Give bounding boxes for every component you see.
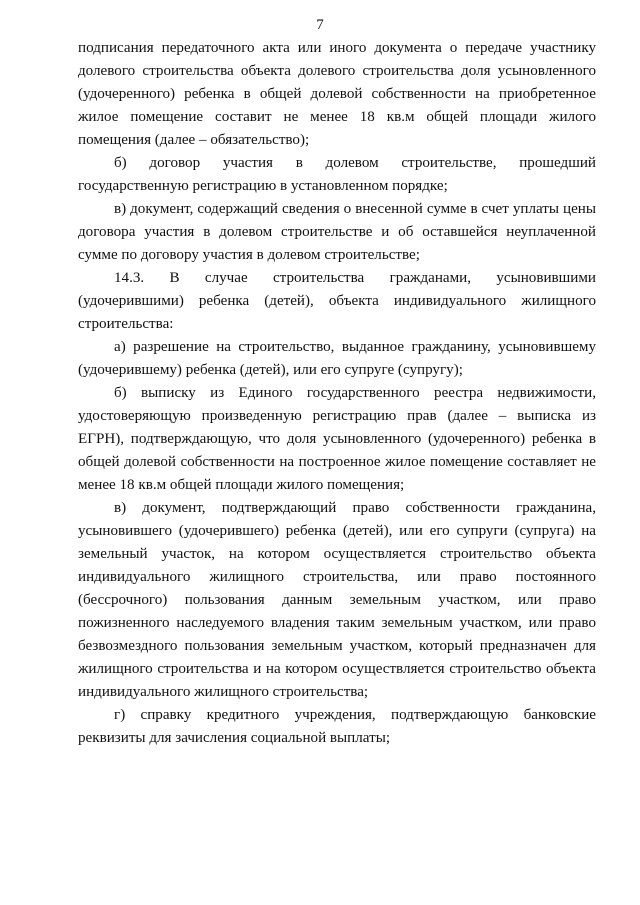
paragraph-v-payment-document: в) документ, содержащий сведения о внесенной сумме в счет уплаты цены договора участия в долевом строительстве и об оставшейся неуплаченной сумме по договору участия в долевом строительстве;	[78, 201, 596, 263]
paragraph-continuation: подписания передаточного акта или иного документа о передаче участнику долевого строительства объекта долевого строительства доля усыновленного (удочеренного) ребенка в общей долевой собственности на приобретенное жилое помещение составит не менее 18 кв.м общей площади жилого помещения (далее – обязательство);	[78, 40, 596, 148]
paragraph-14-3: 14.3. В случае строительства гражданами, усыновившими (удочерившими) ребенка (детей), объекта индивидуального жилищного строительства:	[78, 270, 596, 332]
page-number: 7	[316, 17, 324, 33]
paragraph-b-contract: б) договор участия в долевом строительстве, прошедший государственную регистрацию в установленном порядке;	[78, 155, 596, 194]
paragraph-b-egrn-extract: б) выписку из Единого государственного реестра недвижимости, удостоверяющую произведенную регистрацию прав (далее – выписка из ЕГРН), подтверждающую, что доля усыновленного (удочеренного) ребенка в общей долевой собственности на построенное жилое помещение составляет не менее 18 кв.м общей площади жилого помещения;	[78, 385, 596, 493]
document-body	[78, 37, 596, 750]
paragraph-a-permit: а) разрешение на строительство, выданное гражданину, усыновившему (удочерившему) ребенка (детей), или его супруге (супругу);	[78, 339, 596, 378]
paragraph-v-land-rights: в) документ, подтверждающий право собственности гражданина, усыновившего (удочерившего) ребенка (детей), или его супруги (супруга) на земельный участок, на котором осуществляется строительство объекта индивидуального жилищного строительства, или право постоянного (бессрочного) пользования данным земельным участком, или право пожизненного наследуемого владения таким земельным участком, или право безвозмездного пользования земельным участком, который предназначен для жилищного строительства и на котором осуществляется строительство объекта индивидуального жилищного строительства;	[78, 500, 596, 700]
paragraph-g-bank-certificate: г) справку кредитного учреждения, подтверждающую банковские реквизиты для зачисления социальной выплаты;	[78, 707, 596, 746]
